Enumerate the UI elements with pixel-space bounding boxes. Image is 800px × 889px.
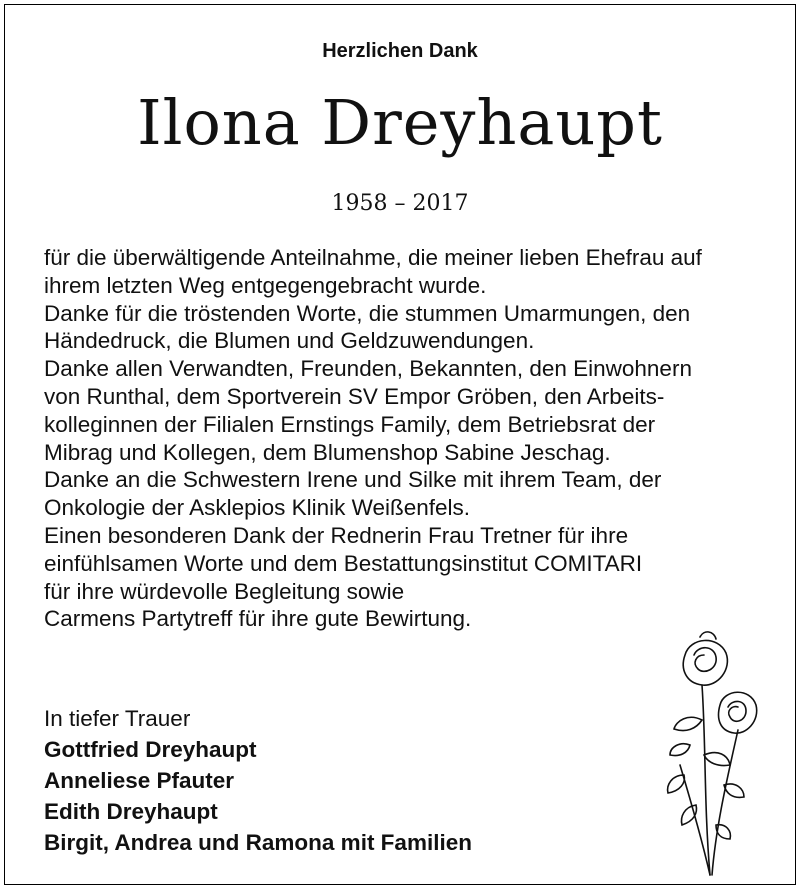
text-line: Carmens Partytreff für ihre gute Bewirtung.: [44, 606, 472, 632]
text-line: Onkologie der Asklepios Klinik Weißenfels.: [44, 495, 471, 521]
signatory: Anneliese Pfauter: [44, 768, 235, 793]
text-line: kolleginnen der Filialen Ernstings Family, dem Betriebsrat der: [44, 411, 656, 437]
signatory: Birgit, Andrea und Ramona mit Familien: [44, 830, 472, 855]
deceased-name: Ilona Dreyhaupt: [137, 86, 663, 159]
life-dates: 1958 – 2017: [331, 191, 469, 216]
text-line: ihrem letzten Weg entgegengebracht wurde.: [44, 272, 487, 298]
text-line: Einen besonderen Dank der Rednerin Frau Tretner für ihre: [44, 522, 629, 548]
text-line: Danke allen Verwandten, Freunden, Bekannten, den Einwohnern: [44, 356, 692, 382]
signatory: Edith Dreyhaupt: [44, 799, 218, 824]
text-line: für ihre würdevolle Begleitung sowie: [44, 578, 405, 604]
text-line: einfühlsamen Worte und dem Bestattungsinstitut COMITARI: [44, 550, 643, 576]
text-line: Danke für die tröstenden Worte, die stummen Umarmungen, den: [44, 300, 691, 326]
signatory: Gottfried Dreyhaupt: [44, 737, 257, 762]
signoff-intro: In tiefer Trauer: [44, 706, 191, 731]
signoff-block: [44, 703, 604, 858]
text-line: Danke an die Schwestern Irene und Silke mit ihrem Team, der: [44, 467, 662, 493]
thank-you-text: [44, 244, 774, 633]
text-line: für die überwältigende Anteilnahme, die meiner lieben Ehefrau auf: [44, 245, 702, 270]
text-line: Mibrag und Kollegen, dem Blumenshop Sabine Jeschag.: [44, 439, 611, 465]
roses-icon: [640, 625, 765, 880]
text-line: Händedruck, die Blumen und Geldzuwendungen.: [44, 328, 535, 354]
text-line: von Runthal, dem Sportverein SV Empor Gröben, den Arbeits-: [44, 383, 665, 409]
notice-heading: Herzlichen Dank: [322, 40, 478, 62]
